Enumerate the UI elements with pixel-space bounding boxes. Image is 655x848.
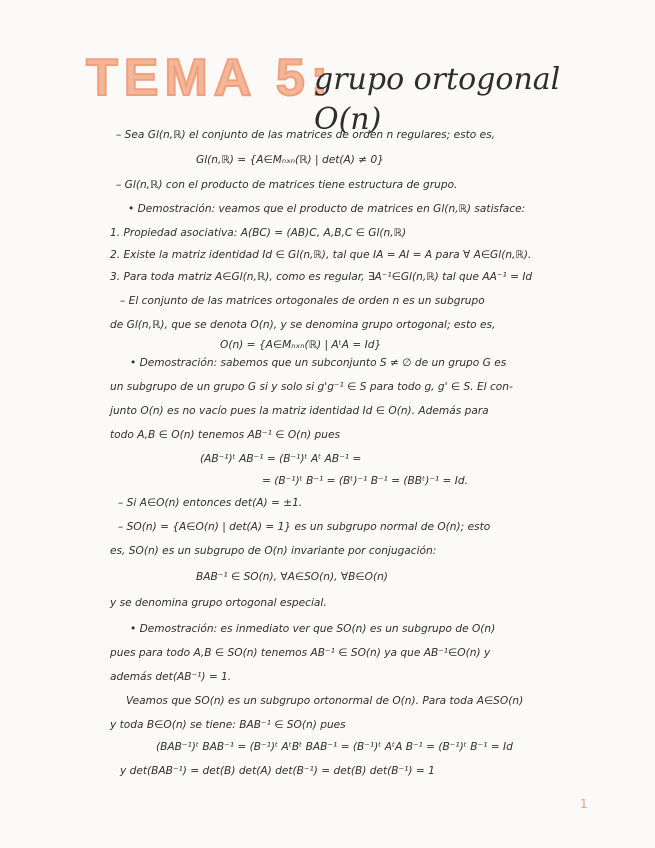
text-line: un subgrupo de un grupo G si y solo si g'g⁻¹ ∈ S para todo g, g' ∈ S. El con- <box>110 381 513 393</box>
text-line: • Demostración: sabemos que un subconjunto S ≠ ∅ de un grupo G es <box>130 357 507 369</box>
equation-line: (AB⁻¹)ᵗ AB⁻¹ = (B⁻¹)ᵗ Aᵗ AB⁻¹ = <box>200 453 362 465</box>
text-line: – Gl(n,ℝ) con el producto de matrices tiene estructura de grupo. <box>116 179 458 191</box>
text-line: todo A,B ∈ O(n) tenemos AB⁻¹ ∈ O(n) pues <box>110 429 341 441</box>
text-line: • Demostración: es inmediato ver que SO(n) es un subgrupo de O(n) <box>130 623 496 635</box>
text-line: 3. Para toda matriz A∈Gl(n,ℝ), como es regular, ∃A⁻¹∈Gl(n,ℝ) tal que AA⁻¹ = Id <box>110 271 533 283</box>
page-number: 1 <box>580 797 588 811</box>
title-main: TEMA 5: <box>86 49 335 107</box>
text-line: pues para todo A,B ∈ SO(n) tenemos AB⁻¹ ∈ SO(n) ya que AB⁻¹∈O(n) y <box>110 647 491 659</box>
text-line: y toda B∈O(n) se tiene: BAB⁻¹ ∈ SO(n) pues <box>110 719 346 731</box>
equation-line: y det(BAB⁻¹) = det(B) det(A) det(B⁻¹) = det(B) det(B⁻¹) = 1 <box>120 765 435 777</box>
text-line: es, SO(n) es un subgrupo de O(n) invariante por conjugación: <box>110 545 437 557</box>
text-line: – El conjunto de las matrices ortogonales de orden n es un subgrupo <box>120 295 485 307</box>
equation-line: = (B⁻¹)ᵗ B⁻¹ = (Bᵗ)⁻¹ B⁻¹ = (BBᵗ)⁻¹ = Id. <box>262 475 468 487</box>
text-line: 1. Propiedad asociativa: A(BC) = (AB)C, A,B,C ∈ Gl(n,ℝ) <box>110 227 407 239</box>
title-subtitle: grupo ortogonal O(n) <box>314 62 561 137</box>
text-line: y se denomina grupo ortogonal especial. <box>110 597 327 609</box>
text-line: de Gl(n,ℝ), que se denota O(n), y se denomina grupo ortogonal; esto es, <box>110 319 496 331</box>
text-line: Veamos que SO(n) es un subgrupo ortonormal de O(n). Para toda A∈SO(n) <box>126 695 524 707</box>
text-line: – SO(n) = {A∈O(n) | det(A) = 1} es un subgrupo normal de O(n); esto <box>118 521 491 533</box>
equation-line: Gl(n,ℝ) = {A∈Mₙₓₙ(ℝ) | det(A) ≠ 0} <box>196 154 384 166</box>
text-line: 2. Existe la matriz identidad Id ∈ Gl(n,ℝ), tal que IA = AI = A para ∀ A∈Gl(n,ℝ). <box>110 249 532 261</box>
equation-line: (BAB⁻¹)ᵗ BAB⁻¹ = (B⁻¹)ᵗ AᵗBᵗ BAB⁻¹ = (B⁻¹)ᵗ AᵗA B⁻¹ = (B⁻¹)ᵗ B⁻¹ = Id <box>156 741 513 753</box>
text-line: – Si A∈O(n) entonces det(A) = ±1. <box>118 497 303 509</box>
text-line: además det(AB⁻¹) = 1. <box>110 671 232 683</box>
equation-line: BAB⁻¹ ∈ SO(n), ∀A∈SO(n), ∀B∈O(n) <box>196 571 388 583</box>
text-line: junto O(n) es no vacío pues la matriz identidad Id ∈ O(n). Además para <box>110 405 489 417</box>
text-line: • Demostración: veamos que el producto de matrices en Gl(n,ℝ) satisface: <box>128 203 526 215</box>
text-line: – Sea Gl(n,ℝ) el conjunto de las matrices de orden n regulares; esto es, <box>116 129 496 141</box>
equation-line: O(n) = {A∈Mₙₓₙ(ℝ) | AᵗA = Id} <box>220 339 382 351</box>
